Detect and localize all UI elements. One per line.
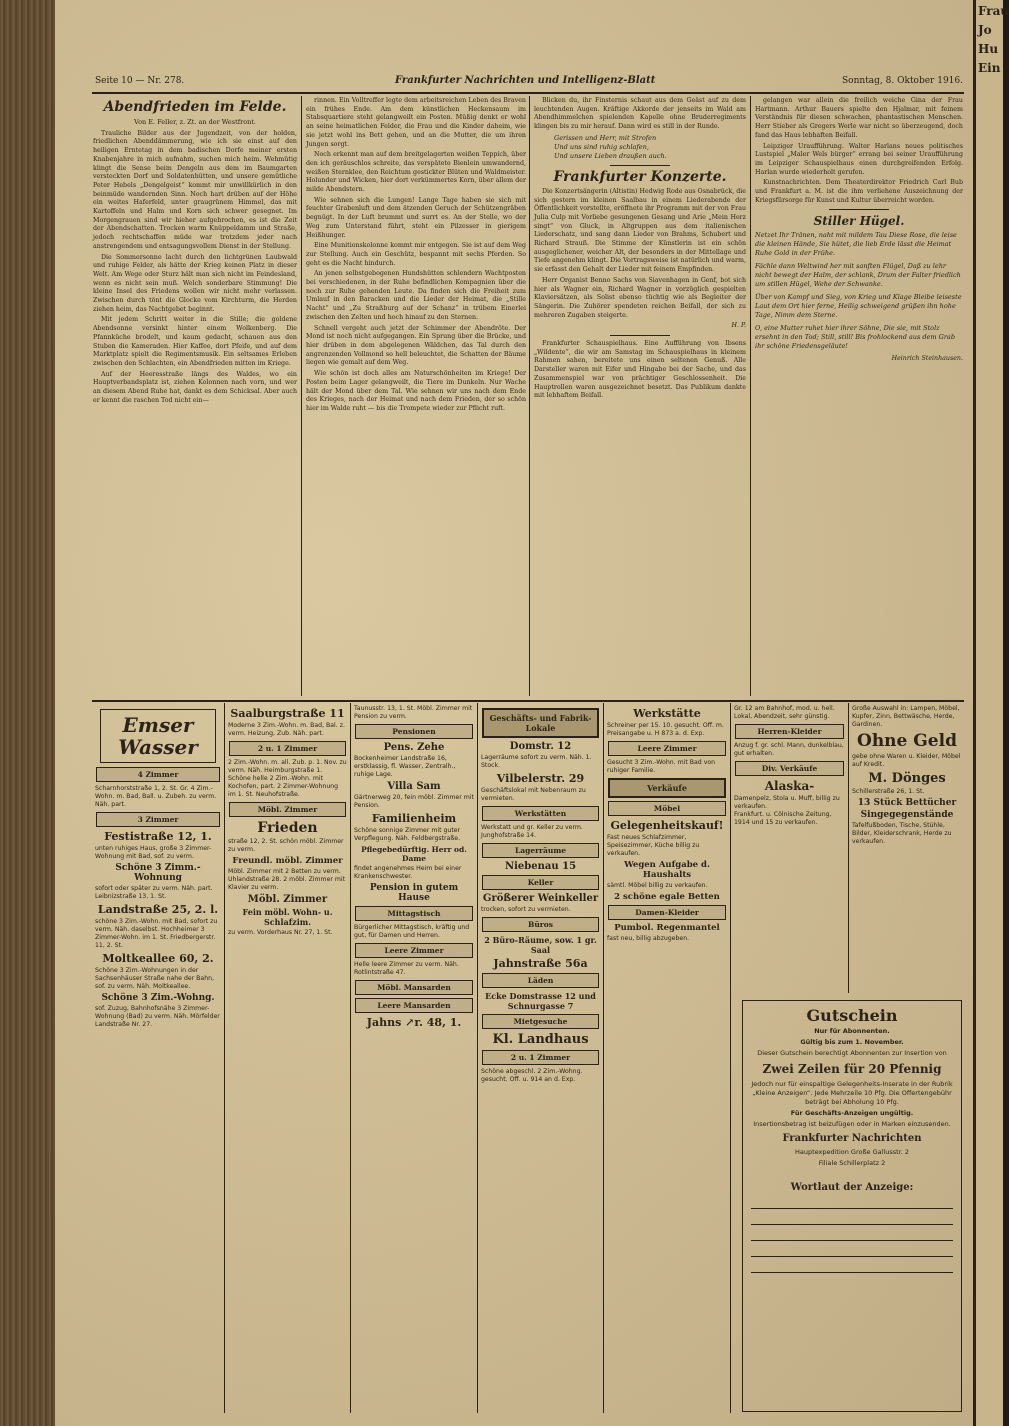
ad-heading: Jahnstraße 56a	[493, 957, 588, 970]
coupon-write-line[interactable]	[751, 1208, 953, 1209]
coupon-write-line[interactable]	[751, 1224, 953, 1225]
page-header	[95, 76, 963, 90]
paragraph: rinnen. Ein Volltreffer legte dem arbeitsreichen Leben des Braven ein frühes Ende. Am dem künstlichen Heckensaum im Stabsquartiere steht gelangweilt ein Posten. Müßig denkt er wohl an seine heimatlichen Felder, die Frau und die Kinder daheim, wie sie jetzt wohl ins Bett gehen, und an die Mutter, die um ihren Jungen sorgt.	[306, 97, 526, 148]
paragraph: Herr Organist Benno Sachs von Siavenhagen in Genf, bot sich hier als Wagner ein, Richard Wagner in vorzüglich gespielten Klaviersätzen, als Solist ebenso tüchtig wie als Begleiter der Sängerin. Die Zuhörer spendeten reichen Beifall, der sich zu mehreren Zugaben steigerte.	[534, 276, 746, 319]
poem-author: Heinrich Steinhausen.	[891, 355, 963, 363]
paragraph: Trauliche Bilder aus der Jugendzeit, von der holden, friedlichen Abenddämmerung, wie ich sie einst auf den heiligen Erntetag in dem badischen Dorfe meiner ersten Knabenjahre in mich aufnahm, suchen mich heim. Wehmütig klingt die Sense beim Dengeln aus dem im Baumgarten versteckten Dorf und Soldatenhütten, und unsere gemütliche Peter Hebels „Dengelgeist“ kommt mir unwillkürlich in den beinmüde wandernden Sinn. Noch hart drüben auf der Höhe ein weites Haferfeld, unter graugrünem Himmel, das mit Kartoffeln und Halm und Korn sich schwer gesegnet. Im Morgengrauen sind wir hieher aufgebrochen, es ist die Zeit der Abendschatten. Trocken warm Knüppeldamm und Straße, jedoch rechtschaffen müde war trotzdem jeder nach anstrengendem und entsagungsvollem Dienst in der Stellung.	[93, 129, 297, 250]
header-rule	[92, 92, 964, 94]
adjacent-text: Ein	[978, 61, 1001, 75]
section-heading: 2 u. 1 Zimmer	[229, 741, 346, 756]
ad-text: Helle leere Zimmer zu verm. Näh. Rotlintstraße 47.	[354, 961, 459, 976]
column-rule	[477, 703, 478, 1413]
ad-heading: Schöne 3 Zim.-Wohng.	[101, 993, 215, 1003]
ad-text: Schöne sonnige Zimmer mit guter Verpflegung. Näh. Feldbergstraße.	[354, 827, 461, 842]
ad-heading: Wegen Aufgabe d. Haushalts	[624, 860, 710, 880]
section-heading: Werkstätten	[482, 806, 599, 821]
ad-text: Frankfurt. u. Cölnische Zeitung, 1914 und 15 zu verkaufen.	[734, 811, 832, 826]
coupon-text: Filiale Schillerplatz 2	[818, 1159, 886, 1167]
ad-heading: Jahns ↗r. 48, 1.	[366, 1016, 462, 1029]
ad-text: sof. Zuzug, Bahnhofsnähe 3 Zimmer-Wohnung (Bad) zu verm. Näh. Mörfelder Landstraße Nr. 27.	[95, 1005, 220, 1028]
ad-heading: Möbl. Zimmer	[247, 894, 328, 905]
section-rule	[829, 209, 889, 210]
ad-text: sofort oder später zu verm. Näh. part. Leibnizstraße 13, 1. St.	[95, 885, 213, 900]
ad-heading: M. Dönges	[868, 771, 946, 786]
ad-text: trocken, sofort zu vermieten.	[481, 906, 571, 913]
paragraph: gelangen war allein die freilich weiche Gina der Frau Hartmann. Arthur Bauers spielte den Hjalmar, mit feinem Verständnis für diesen schwachen, phantastischen Menschen. Herr Stieber als Gregers Werle war nicht so überzeugend, doch fand das Haus lebhaften Beifall.	[755, 97, 963, 139]
poem-title: Stiller Hügel.	[813, 214, 905, 229]
section-heading: Lagerräume	[482, 843, 599, 858]
ad-text: unten ruhiges Haus, große 3 Zimmer-Wohnung mit Bad, sof. zu verm.	[95, 845, 212, 860]
ad-text: Taunusstr. 13, 1. St. Möbl. Zimmer mit Pension zu verm.	[354, 705, 473, 720]
ad-text: Tafelfußboden, Tische, Stühle, Bilder, Kleiderschrank, Herde zu verkaufen.	[852, 822, 952, 845]
ad-text: zu verm. Vorderhaus Nr. 27, 1. St.	[228, 929, 333, 936]
ad-text: Geschäftslokal mit Nebenraum zu vermieten.	[481, 787, 586, 802]
ad-text: Schöne helle 2 Zim.-Wohn. mit Kochofen, part. 2 Zimmer-Wohnung im 1. St. Neuhofstraße.	[228, 775, 339, 798]
ad-column-1	[94, 705, 222, 1415]
ad-text: Damenpelz, Stola u. Muff, billig zu verkaufen.	[734, 795, 840, 810]
ad-text: Moderne 3 Zim.-Wohn. m. Bad, Bal. z. verm. Heizung, Zub. Näh. part.	[228, 722, 345, 737]
coupon-text: Insertionsbetrag ist beizufügen oder in Marken einzusenden.	[753, 1120, 951, 1128]
ad-heading: Alaska-	[764, 779, 815, 793]
ad-heading: Moltkeallee 60, 2.	[102, 952, 214, 965]
ad-text: Große Auswahl in: Lampen, Möbel, Kupfer, Zinn, Bettwäsche, Herde, Gardinen.	[852, 705, 960, 728]
stanza: O, eine Mutter ruhet hier ihrer Söhne, Die sie, mit Stolz ersehnt in den Tod; Still, still! Bis frohlockend aus dem Grab ihr schöne Friedensgeläute!	[755, 324, 955, 351]
stanza: Über von Kampf und Sieg, von Krieg und Klage Bleibe leiseste Laut dem Ort hier ferne, Heilig schweigend grüßen ihn hohe Tage, Nimm dem Sterne.	[755, 293, 962, 320]
ad-text: Schreiner per 15. 10. gesucht. Off. m. Preisangabe u. H 873 a. d. Exp.	[607, 722, 724, 737]
section-heading: Keller	[482, 875, 599, 890]
ad-heading: Schöne 3 Zimm.-Wohnung	[115, 863, 201, 883]
ad-column-5	[606, 705, 728, 1415]
paragraph: Eine Munitionskolonne kommt mir entgegen. Sie ist auf dem Weg zur Stellung. Auch ein Geschütz, bespannt mit sechs Pferden. So geht es die Nacht hindurch.	[306, 242, 526, 267]
ad-text: straße 12, 2. St. schön möbl. Zimmer zu verm.	[228, 838, 344, 853]
paragraph: Frankfurter Schauspielhaus. Eine Aufführung von Ibsens „Wildente“, die wir am Samstag im Schauspielhaus in kleinem Rahmen sahen, bereitete uns einen seltenen Genuß. Alle Darsteller waren mit Eifer und Hingabe bei der Sache, und das Zusammenspiel war von prächtiger Geschlossenheit. Die Hauptrollen waren ausgezeichnet besetzt. Das Publikum dankte mit lebhaftem Beifall.	[534, 340, 746, 400]
ad-heading: Ohne Geld	[857, 731, 957, 751]
paragraph: Wie schön ist doch alles am Naturschönheiten im Kriege! Der Posten beim Lager gelangweilt, die Tiere im Dunkeln. Nur Wache hält der Mond über dem Tal. Wie sehnen wir uns nach dem Ende des Krieges, nach der Heimat und nach dem Frieden, der so schön hier im Walde ruht — bis die Trompete wieder zur Pflicht ruft.	[306, 370, 526, 412]
ads-divider	[92, 700, 964, 702]
ad-heading: Saalburgstraße 11	[230, 707, 345, 720]
ad-column-4	[480, 705, 601, 1415]
ad-text: Gesucht 3 Zim.-Wohn. mit Bad von ruhiger Familie.	[607, 759, 716, 774]
ad-heading: Kl. Landhaus	[492, 1032, 589, 1047]
ad-column-6	[733, 705, 846, 995]
coupon-write-line[interactable]	[751, 1256, 953, 1257]
coupon-text: Gültig bis zum 1. November.	[800, 1038, 904, 1046]
ad-text: Schillerstraße 26, 1. St.	[852, 788, 925, 795]
ad-heading: Größerer Weinkeller	[482, 893, 599, 904]
section-heading: Möbl. Mansarden	[355, 980, 473, 995]
section-heading: Damen-Kleider	[608, 905, 726, 920]
article-column-3	[534, 97, 746, 695]
book-binding	[0, 0, 55, 1426]
column-rule	[529, 96, 530, 696]
section-heading: Pensionen	[355, 724, 473, 739]
paragraph: Auf der Heeresstraße längs des Waldes, wo ein Hauptverbandsplatz ist, ziehen Kolonnen nach vorn, und wer an diesem Abend Ruhe hat, dankt es dem Schicksal. Aber auch er kennt die raschen Tod nicht ein—	[93, 370, 297, 404]
ad-heading: 2 Büro-Räume, sow. 1 gr. Saal	[484, 935, 597, 955]
ad-text: Scharnhorststraße 1, 2. St. Gr. 4 Zim.-Wohn. m. Bad, Ball. u. Zubeh. zu verm. Näh. part.	[95, 785, 217, 808]
paragraph: Die Sommersonne lacht durch den lichtgrünen Laubwald und ruhige Felder, als hätte der Krieg keinen Platz in dieser Welt. Am Wege oder Sturz hält man sich nicht im Feindesland, wenn es nicht sein muß. Welch sonderbare Stimmung! Die kleine Insel des Friedens wollen wir nicht mehr verlassen. Zwischen durch tönt die Glocke vom Kirchturm, die Herden ziehen heim, das Nachtgebet beginnt.	[93, 253, 297, 313]
ad-column-3	[353, 705, 475, 1415]
article-column-2	[306, 97, 526, 695]
ad-heading: Niebenau 15	[504, 861, 577, 872]
ad-text: Lagerräume sofort zu verm. Näh. 1. Stock.	[481, 754, 592, 769]
ad-heading: Gelegenheitskauf!	[610, 819, 724, 832]
ad-text: sämtl. Möbel billig zu verkaufen.	[607, 882, 708, 889]
column-rule	[848, 703, 849, 993]
article-byline: Von E. Feller, z. Zt. an der Westfront.	[133, 118, 257, 126]
masthead: Frankfurter Nachrichten und Intelligenz-Blatt	[395, 75, 656, 86]
verse-line: Gerissen und Herr, mit Strofen	[554, 133, 657, 142]
column-rule	[350, 703, 351, 1413]
ad-heading: Ecke Domstrasse 12 und Schnurgasse 7	[485, 991, 596, 1011]
section-heading: 2 u. 1 Zimmer	[482, 1050, 599, 1065]
section-heading: Läden	[482, 973, 599, 988]
ad-text: Schöne 3 Zim.-Wohnungen in der Sachsenhäuser Straße nahe der Bahn, sof. zu verm. Näh. Moltkeallee.	[95, 967, 215, 990]
section-heading: Möbel	[608, 801, 726, 816]
signature: H. P.	[731, 322, 746, 330]
ad-text: Fast neues Schlafzimmer, Speisezimmer, Küche billig zu verkaufen.	[607, 834, 700, 857]
page-number: Seite 10 — Nr. 278.	[95, 76, 185, 86]
coupon-write-line[interactable]	[751, 1240, 953, 1241]
ad-heading: Pens. Zehe	[383, 742, 445, 753]
paragraph: An jenen selbstgebogenen Hundshütten schlendern Wachtposten bei verschiedenen, in der Ruhe befindlichen Kompagnien über die noch zur Ruhe gehenden Leute. Da finden sich die Freiheit zum Umlauf in den Baracken und die Lieder der Heimat, die „Stille Nacht“ und „Zu Straßburg auf der Schanz“ in trübem Einerlei zwischen den Zelten und hoch hinauf zu den Sternen.	[306, 270, 526, 321]
ad-text: Bockenheimer Landstraße 16, erstklassig, fl. Wasser, Zentralh., ruhige Lage.	[354, 755, 456, 778]
paragraph: Leipziger Uraufführung. Walter Harlans neues politisches Lustspiel „Maler Wels bürger“ errang bei seiner Uraufführung im Leipziger Schauspielhaus einen durchgreifenden Erfolg. Harlan wurde wiederholt gerufen.	[755, 142, 963, 176]
ad-text: 2 Zim.-Wohn. m. all. Zub. p. 1. Nov. zu verm. Näh. Heimburgstraße 1.	[228, 759, 347, 774]
ad-heading: Pumbol. Regenmantel	[614, 923, 720, 933]
section-rule	[610, 165, 670, 166]
ad-text: Anzug f. gr. schl. Mann, dunkelblau, gut erhalten.	[734, 742, 844, 757]
coupon-publisher: Frankfurter Nachrichten	[782, 1133, 922, 1144]
stanza: Netzet Ihr Tränen, naht mit mildem Tau Diese Rose, die leise die kleinen Hände, Sie hütet, die lieb Erde lässt die Heimat Ruhe Gold in der Frühe.	[755, 231, 957, 258]
ad-text: findet angenehmes Heim bei einer Krankenschwester.	[354, 865, 462, 880]
ad-heading: Festistraße 12, 1.	[104, 830, 212, 843]
ad-text: Möbl. Zimmer mit 2 Betten zu verm. Uhlandstraße 28. 2 möbl. Zimmer mit Klavier zu verm.	[228, 868, 346, 891]
paragraph: Kunstnachrichten. Dem Theaterdirektor Friedrich Carl Bub und Frankfurt a. M. ist die ihm verliehene Auszeichnung der Kriegsfürsorge für Kunst und Kultur überreicht worden.	[755, 179, 963, 204]
column-rule	[730, 703, 731, 1413]
ad-heading: Domstr. 12	[509, 741, 572, 752]
ad-column-7	[851, 705, 963, 995]
ad-text: Werkstatt und gr. Keller zu verm. Junghofstraße 14.	[481, 824, 583, 839]
verse-line: Und uns sind ruhig schlafen,	[554, 142, 649, 151]
section-heading: Verkäufe	[608, 778, 726, 798]
ad-text: fast neu, billig abzugeben.	[607, 935, 690, 942]
paragraph: Schnell vergeht auch jetzt der Schimmer der Abendröte. Der Mond ist noch nicht aufgegangen. Ein Sprung über die Brücke, und hier drüben in dem abgelegenen Wäldchen, das Tal durch den angrenzenden Vollmond so hell beleuchtet, die Schatten der Bäume liegen wie gemalt auf dem Weg.	[306, 324, 526, 367]
ad-heading: Familienheim	[371, 812, 457, 825]
paragraph: Blicken du, ihr Finsternis schaut aus dem Geäst auf zu dem leuchtenden Augen. Kräftige Akkorde der jenseits im Wald am Abendhimmelchen spielenden Kapelle ohne Bruderregiments klingen bis zu mir herauf. Dann wird es still in der Runde.	[534, 97, 746, 131]
ad-heading: Singegegenstände	[860, 810, 954, 820]
coupon-text: Dieser Gutschein berechtigt Abonnenten zur Insertion von	[757, 1049, 947, 1057]
verse	[554, 134, 746, 161]
section-heading: Möbl. Zimmer	[229, 802, 346, 817]
emser-wasser-ad: Emser Wasser	[100, 709, 216, 763]
section-heading: Leere Mansarden	[355, 998, 473, 1013]
adjacent-page-edge	[973, 0, 1009, 1426]
article-title: Frankfurter Konzerte.	[553, 168, 727, 185]
ad-heading: Vilbelerstr. 29	[496, 772, 585, 785]
verse-line: Und unsere Lieben draußen auch.	[554, 151, 667, 160]
section-heading: 3 Zimmer	[96, 812, 220, 827]
section-rule	[610, 335, 670, 336]
ad-heading: Frieden	[257, 820, 318, 836]
adjacent-text: Frau	[978, 4, 1009, 18]
ad-text: Gr. 12 am Bahnhof, mod. u. hell. Lokal, Abendzeit, sehr günstig.	[734, 705, 835, 720]
ad-text: Schöne abgeschl. 2 Zim.-Wohng. gesucht. Off. u. 914 an d. Exp.	[481, 1068, 583, 1083]
paragraph: Noch erkennt man auf dem breitgelagerten weißen Teppich, über den ich geräuschlos schreite, das verspätete Bienlein umwandernd, weißen Sternklee, den Reichtum gestickter Blüten und Waldmeister. Holunder und Wicken, hier dort verkümmertes Korn, über allem der milde Abendstern.	[306, 151, 526, 194]
ad-heading: Werkstätte	[633, 707, 701, 720]
column-rule	[301, 96, 302, 696]
ad-heading: Villa Sam	[387, 781, 441, 792]
adjacent-text: Hu	[978, 42, 999, 56]
adjacent-text: Jo	[978, 23, 992, 37]
paragraph: Die Konzertsängerin (Altistin) Hedwig Rode aus Osnabrück, die sich gestern im kleinen Saalbau in einem Liederabende der Öffentlichkeit vorstellte, eröffnete ihr Programm mit der von Frau Julia Culp mit Vorliebe gesungenen Gesang und Arie „Mein Herz singt“ von Gluck, in Altgruppen aus dem italienischen Liederschatz, und sang dann Lieder von Brahms, Schubert und Richard Strauß. Die Stimme der Künstlerin ist ein schön ausgeglichener, weicher Alt, der besonders in der Mittellage und Tiefe angenehm klingt. Die Vortragsweise ist natürlich und warm, sie erfasst den Gehalt der Lieder mit feinem Empfinden.	[534, 187, 746, 274]
column-rule	[224, 703, 225, 1413]
coupon-offer: Zwei Zeilen für 20 Pfennig	[762, 1062, 942, 1076]
ad-heading: Pflegebedürftig. Herr od. Dame	[361, 845, 467, 863]
ad-text: schöne 3 Zim.-Wohn. mit Bad, sofort zu verm. Näh. daselbst. Hochheimer 3 Zimmer-Wohn. im 1. St. Friedbergerstr. 11, 2. St.	[95, 918, 218, 949]
section-heading: Mittagstisch	[355, 906, 473, 921]
coupon-text: Hauptexpedition Große Gallusstr. 2	[794, 1148, 910, 1156]
section-heading: Mietgesuche	[482, 1014, 599, 1029]
ad-heading: Freundl. möbl. Zimmer	[232, 856, 343, 866]
section-heading: Herren-Kleider	[735, 724, 844, 739]
ad-heading: Landstraße 25, 2. l.	[97, 903, 219, 916]
section-heading: Geschäfts- und Fabrik-Lokale	[482, 708, 599, 738]
ad-text: gebe ohne Waren u. Kleider, Möbel auf Kredit.	[852, 753, 961, 768]
ad-heading: 2 schöne egale Betten	[614, 892, 720, 902]
coupon-text: Jedoch nur für einspaltige Gelegenheits-Inserate in der Rubrik „Kleine Anzeigen“. Jede Mehrzeile 10 Pfg. Die Offertengebühr beträgt bei Abholung 10 Pfg.	[751, 1080, 953, 1106]
column-rule	[750, 96, 751, 696]
article-column-4	[755, 97, 963, 695]
article-column-1	[93, 97, 297, 695]
section-heading: Büros	[482, 917, 599, 932]
paragraph: Wie sehnen sich die Lungen! Lange Tage haben sie sich mit feuchter Grabenluft und dem ätzenden Geruch der Schützengräben begnügt. In der Luft brummt und surrt es. An der Stelle, wo der Weg zum Unterstand führt, steht ein Pilzesser in gierigem Heißhunger.	[306, 196, 526, 239]
coupon-title: Gutschein	[806, 1006, 898, 1025]
section-heading: Leere Zimmer	[608, 741, 726, 756]
coupon-form-label: Wortlaut der Anzeige:	[790, 1182, 914, 1193]
column-rule	[603, 703, 604, 1413]
paragraph: Mit jedem Schritt weiter in die Stille; die goldene Abendsonne versinkt hinter einem Wolkenberg. Die Pfannküche brodelt, und kaum gedacht, schauen aus den Stuben die Kameraden. Hier Kaffee, dort Pfeife, und auf dem Marktplatz spielt die Regimentsmusik. Ein seltsames Erleben zwischen den Schlachten, ein Abendfrieden mitten im Kriege.	[93, 316, 297, 367]
ad-heading: Pension in gutem Hause	[369, 883, 459, 903]
ad-heading: 13 Stück Bettücher	[857, 798, 957, 808]
ad-column-2	[227, 705, 348, 1415]
article-title: Abendfrieden im Felde.	[103, 99, 287, 115]
section-heading: Leere Zimmer	[355, 943, 473, 958]
poem	[755, 231, 963, 351]
coupon-text: Für Geschäfts-Anzeigen ungültig.	[790, 1109, 914, 1117]
section-heading: 4 Zimmer	[96, 767, 220, 782]
ad-text: Gärtnerweg 20, fein möbl. Zimmer mit Pension.	[354, 794, 474, 809]
section-heading: Div. Verkäufe	[735, 761, 844, 776]
coupon-write-line[interactable]	[751, 1272, 953, 1273]
ad-heading: Fein möbl. Wohn- u. Schlafzim.	[242, 907, 333, 927]
ad-text: Bürgerlicher Mittagstisch, kräftig und gut, für Damen und Herren.	[354, 924, 470, 939]
subscriber-coupon	[742, 1000, 962, 1412]
stanza: Fächle dann Weltwind her mit sanften Flügel, Daß zu lehr nicht bewegt der Halm, der schlank, Drum der Falter friedlich um stillen Hügel, Wehe der Schwanke.	[755, 262, 961, 289]
date: Sonntag, 8. Oktober 1916.	[842, 76, 963, 86]
coupon-text: Nur für Abonnenten.	[814, 1027, 890, 1035]
